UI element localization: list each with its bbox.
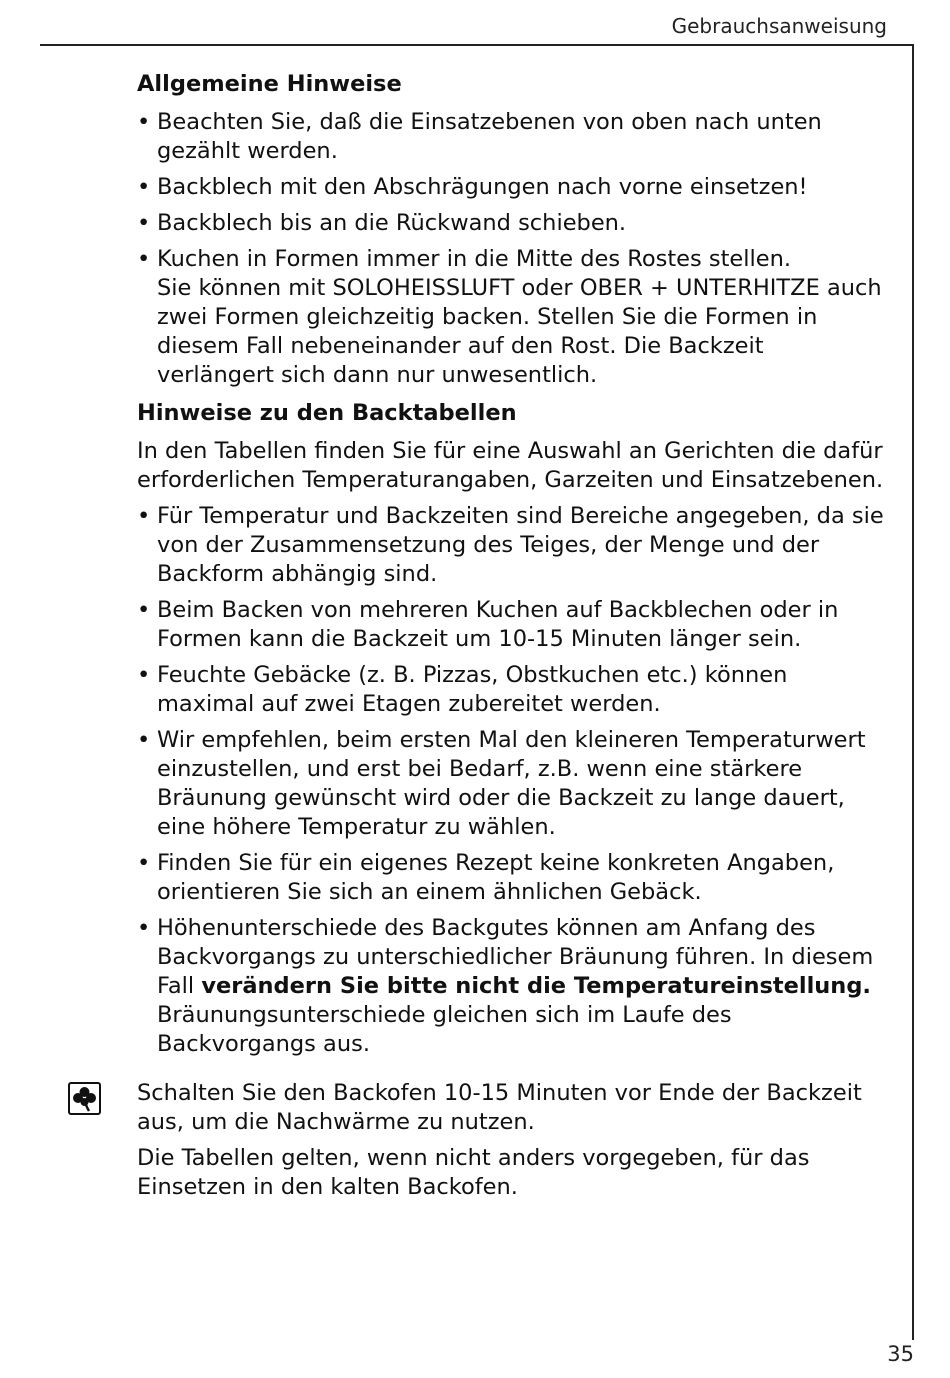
baking-tables-intro: In den Tabellen finden Sie für eine Auswahl an Gerichten die dafür erforderlichen Temperaturangaben, Garzeiten und Einsatzebenen.: [137, 438, 884, 493]
right-margin-rule: [912, 44, 914, 1340]
header-rule: [40, 44, 914, 46]
page-number: 35: [887, 1342, 914, 1366]
list-item: • Backblech bis an die Rückwand schieben.: [137, 209, 887, 238]
tip-text: Die Tabellen gelten, wenn nicht anders vorgegeben, für das Einsetzen in den kalten Backofen.: [137, 1145, 810, 1200]
list-item-text: Höhenunterschiede des Backgutes können am Anfang des Backvorgangs zu unterschiedlicher Bräunung führen. In diesem Fall: [157, 915, 874, 999]
page-content: [137, 70, 887, 1209]
baking-tables-heading: Hinweise zu den Backtabellen: [137, 400, 517, 426]
document-title: Gebrauchsanweisung: [671, 14, 887, 38]
general-notes-list: [137, 108, 887, 390]
general-notes-heading: Allgemeine Hinweise: [137, 71, 402, 97]
list-item: [137, 245, 887, 390]
list-item: • Backblech mit den Abschrägungen nach vorne einsetzen!: [137, 173, 887, 202]
list-item-continuation: Sie können mit SOLOHEISSLUFT oder OBER + UNTERHITZE auch zwei Formen gleichzeitig backen. Stellen Sie die Formen in diesem Fall nebeneinander auf den Rost. Die Backzeit verlängert sich dann nur unwesentlich.: [157, 275, 882, 388]
list-item-line: Kuchen in Formen immer in die Mitte des Rostes stellen.: [157, 246, 791, 272]
energy-tip: [137, 1079, 887, 1202]
list-item: • Beim Backen von mehreren Kuchen auf Backblechen oder in Formen kann die Backzeit um 10-15 Minuten länger sein.: [137, 596, 887, 654]
list-item: • Finden Sie für ein eigenes Rezept keine konkreten Angaben, orientieren Sie sich an einem ähnlichen Gebäck.: [137, 849, 887, 907]
list-item: • Wir empfehlen, beim ersten Mal den kleineren Temperaturwert einzustellen, und erst bei Bedarf, z.B. wenn eine stärkere Bräunung gewünscht wird oder die Backzeit zu lange dauert, eine höhere Temperatur zu wählen.: [137, 726, 887, 842]
list-item: • Für Temperatur und Backzeiten sind Bereiche angegeben, da sie von der Zusammensetzung des Teiges, der Menge und der Backform abhängig sind.: [137, 502, 887, 589]
emphasized-text: verändern Sie bitte nicht die Temperatureinstellung.: [201, 973, 871, 999]
list-item-text: Bräunungsunterschiede gleichen sich im Laufe des Backvorgangs aus.: [157, 1002, 732, 1057]
tip-text: Schalten Sie den Backofen 10-15 Minuten vor Ende der Backzeit aus, um die Nachwärme zu nutzen.: [137, 1080, 862, 1135]
baking-tables-list: [137, 502, 887, 1059]
baking-tables-section: [137, 399, 887, 1059]
list-item: • Feuchte Gebäcke (z. B. Pizzas, Obstkuchen etc.) können maximal auf zwei Etagen zubereitet werden.: [137, 661, 887, 719]
list-item: [137, 914, 887, 1059]
list-item: • Beachten Sie, daß die Einsatzebenen von oben nach unten gezählt werden.: [137, 108, 887, 166]
cloverleaf-icon: [68, 1082, 101, 1115]
general-notes-section: [137, 70, 887, 390]
